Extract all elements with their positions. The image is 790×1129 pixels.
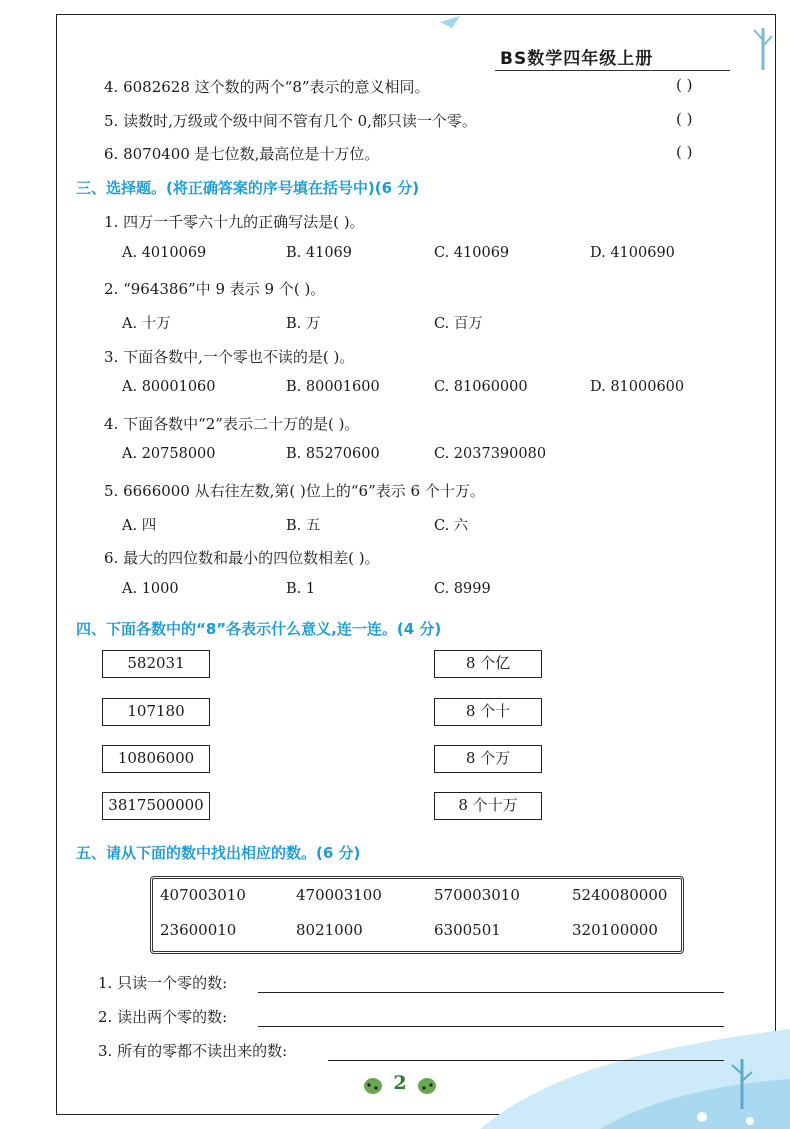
option[interactable]: D. 81000600 <box>590 379 685 395</box>
option[interactable]: A. 1000 <box>122 581 179 597</box>
option[interactable]: A. 十万 <box>122 316 171 332</box>
candidate-number[interactable]: 6300501 <box>434 921 501 939</box>
candidate-number[interactable]: 320100000 <box>572 921 658 939</box>
answer-paren[interactable]: ( ) <box>676 110 693 128</box>
number-box[interactable]: 10806000 <box>102 745 210 773</box>
option[interactable]: C. 8999 <box>434 581 491 597</box>
find-prompt-3: 3. 所有的零都不读出来的数: <box>98 1042 288 1060</box>
hill-decoration <box>480 989 790 1129</box>
find-prompt-1: 1. 只读一个零的数: <box>98 974 228 992</box>
ladybug-icon <box>416 1075 438 1095</box>
judge-item-6: 6. 8070400 是七位数,最高位是十万位。 <box>104 145 380 163</box>
title-underline <box>495 70 730 71</box>
candidate-number[interactable]: 407003010 <box>160 886 246 904</box>
number-box[interactable]: 107180 <box>102 698 210 726</box>
choice-question-3: 3. 下面各数中,一个零也不读的是( )。 <box>104 348 355 366</box>
option[interactable]: B. 五 <box>286 518 321 534</box>
tree-icon <box>750 20 776 70</box>
candidate-number[interactable]: 570003010 <box>434 886 520 904</box>
candidate-number[interactable]: 8021000 <box>296 921 363 939</box>
option[interactable]: B. 41069 <box>286 245 353 261</box>
candidate-number[interactable]: 470003100 <box>296 886 382 904</box>
option[interactable]: B. 85270600 <box>286 446 380 462</box>
meaning-box[interactable]: 8 个十 <box>434 698 542 726</box>
option[interactable]: B. 1 <box>286 581 316 597</box>
option[interactable]: A. 80001060 <box>122 379 216 395</box>
candidate-number[interactable]: 23600010 <box>160 921 237 939</box>
section3-heading: 三、选择题。(将正确答案的序号填在括号中)(6 分) <box>76 179 420 197</box>
option[interactable]: C. 81060000 <box>434 379 528 395</box>
meaning-box[interactable]: 8 个亿 <box>434 650 542 678</box>
choice-question-5: 5. 6666000 从右往左数,第( )位上的“6”表示 6 个十万。 <box>104 482 485 500</box>
choice-question-2: 2. “964386”中 9 表示 9 个( )。 <box>104 280 326 298</box>
meaning-box[interactable]: 8 个万 <box>434 745 542 773</box>
answer-line[interactable] <box>258 1026 724 1027</box>
option[interactable]: C. 六 <box>434 518 469 534</box>
page-number: 2 <box>393 1072 407 1094</box>
option[interactable]: D. 4100690 <box>590 245 675 261</box>
section5-heading: 五、请从下面的数中找出相应的数。(6 分) <box>76 844 361 862</box>
option[interactable]: A. 四 <box>122 518 157 534</box>
answer-paren[interactable]: ( ) <box>676 76 693 94</box>
paper-plane-icon <box>440 16 460 28</box>
section4-heading: 四、下面各数中的“8”各表示什么意义,连一连。(4 分) <box>76 620 442 638</box>
number-box[interactable]: 3817500000 <box>102 792 210 820</box>
answer-paren[interactable]: ( ) <box>676 143 693 161</box>
find-prompt-2: 2. 读出两个零的数: <box>98 1008 228 1026</box>
option[interactable]: C. 2037390080 <box>434 446 547 462</box>
choice-question-4: 4. 下面各数中“2”表示二十万的是( )。 <box>104 415 360 433</box>
option[interactable]: C. 百万 <box>434 316 483 332</box>
choice-question-6: 6. 最大的四位数和最小的四位数相差( )。 <box>104 549 380 567</box>
option[interactable]: C. 410069 <box>434 245 510 261</box>
answer-line[interactable] <box>258 992 724 993</box>
answer-line[interactable] <box>328 1060 724 1061</box>
number-box[interactable]: 582031 <box>102 650 210 678</box>
judge-item-5: 5. 读数时,万级或个级中间不管有几个 0,都只读一个零。 <box>104 112 477 130</box>
candidate-number[interactable]: 5240080000 <box>572 886 668 904</box>
choice-question-1: 1. 四万一千零六十九的正确写法是( )。 <box>104 213 365 231</box>
option[interactable]: B. 80001600 <box>286 379 380 395</box>
option[interactable]: B. 万 <box>286 316 321 332</box>
book-title: BS数学四年级上册 <box>500 49 654 69</box>
option[interactable]: A. 20758000 <box>122 446 216 462</box>
option[interactable]: A. 4010069 <box>122 245 207 261</box>
judge-item-4: 4. 6082628 这个数的两个“8”表示的意义相同。 <box>104 78 430 96</box>
meaning-box[interactable]: 8 个十万 <box>434 792 542 820</box>
